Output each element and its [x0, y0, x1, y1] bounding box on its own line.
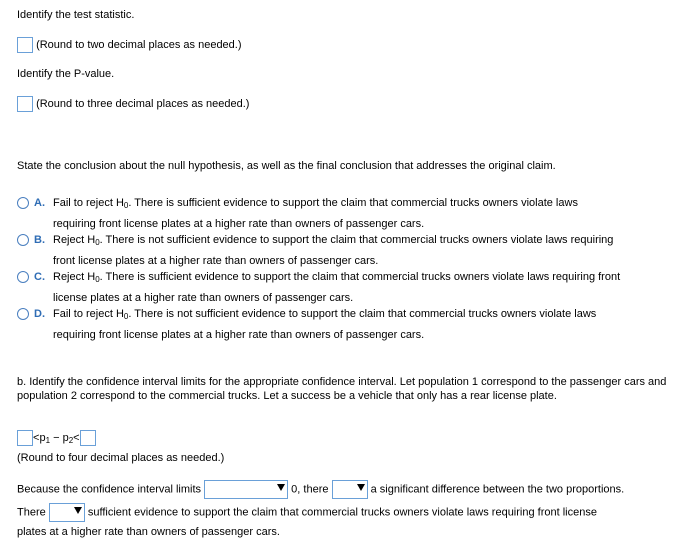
chevron-down-icon	[277, 484, 285, 491]
sentence-2a: There	[17, 506, 46, 519]
option-text: Fail to reject $H_0$. There is sufficient evidence to support the claim that commercial trucks owners violate laws requiring front license plates at a higher rate than owners of passenger cars.	[53, 197, 578, 230]
sentence-1c: a significant difference between the two proportions.	[370, 483, 625, 496]
option-letter: D.	[34, 308, 45, 320]
is-isnot-dropdown[interactable]	[332, 480, 368, 499]
ci-p1: $p_1$	[39, 431, 51, 445]
option-text: Reject $H_0$. There is not sufficient evidence to support the claim that commercial trucks owners violate laws requiring front license plates at a higher rate than owners of passenger cars.	[53, 234, 614, 267]
sentence-2	[17, 503, 597, 522]
part-b-prompt: b. Identify the confidence interval limits for the appropriate confidence interval. Let population 1 correspond to the passenger cars and population 2 correspond to the commercial trucks. Let a success be a vehicle that only has a rear license plate.	[17, 376, 667, 402]
pvalue-hint: (Round to three decimal places as needed.)	[36, 98, 250, 110]
option-text: Reject $H_0$. There is sufficient evidence to support the claim that commercial trucks owners violate laws requiring front license plates at a higher rate than owners of passenger cars.	[53, 271, 621, 304]
ci-lt-1: <	[33, 432, 40, 444]
ci-upper-input[interactable]	[80, 430, 96, 446]
option-letter: C.	[34, 271, 45, 283]
chevron-down-icon	[357, 484, 365, 491]
pvalue-label: Identify the P-value.	[17, 68, 115, 80]
test-statistic-input[interactable]	[17, 37, 33, 53]
option-radio[interactable]	[17, 197, 29, 209]
option-letter: B.	[34, 234, 45, 246]
sentence-2b: sufficient evidence to support the claim that commercial trucks owners violate laws requiring front license	[87, 506, 597, 519]
ci-minus: −	[50, 432, 63, 444]
ci-p2: $p_2$	[62, 431, 74, 445]
option-radio[interactable]	[17, 234, 29, 246]
sentence-1b: 0, there	[291, 483, 329, 496]
option-text: Fail to reject $H_0$. There is not sufficient evidence to support the claim that commercial trucks owners violate laws requiring front license plates at a higher rate than owners of passenger cars.	[53, 308, 597, 341]
ci-lower-input[interactable]	[17, 430, 33, 446]
test-statistic-hint: (Round to two decimal places as needed.)	[36, 39, 242, 51]
pvalue-input[interactable]	[17, 96, 33, 112]
ci-row	[17, 430, 96, 446]
sentence-1a: Because the confidence interval limits	[17, 483, 202, 496]
conclusion-prompt: State the conclusion about the null hypothesis, as well as the final conclusion that addresses the original claim.	[17, 160, 556, 172]
test-statistic-label: Identify the test statistic.	[17, 9, 135, 21]
pvalue-row	[17, 96, 249, 112]
limits-dropdown[interactable]	[204, 480, 288, 499]
chevron-down-icon	[74, 507, 82, 514]
ci-lt-2: <	[73, 432, 80, 444]
test-statistic-row	[17, 37, 242, 53]
option-letter: A.	[34, 197, 45, 209]
evidence-dropdown[interactable]	[49, 503, 85, 522]
option-radio[interactable]	[17, 271, 29, 283]
option-radio[interactable]	[17, 308, 29, 320]
ci-hint: (Round to four decimal places as needed.)	[17, 452, 225, 464]
sentence-1	[17, 480, 624, 499]
sentence-3: plates at a higher rate than owners of passenger cars.	[17, 526, 280, 538]
